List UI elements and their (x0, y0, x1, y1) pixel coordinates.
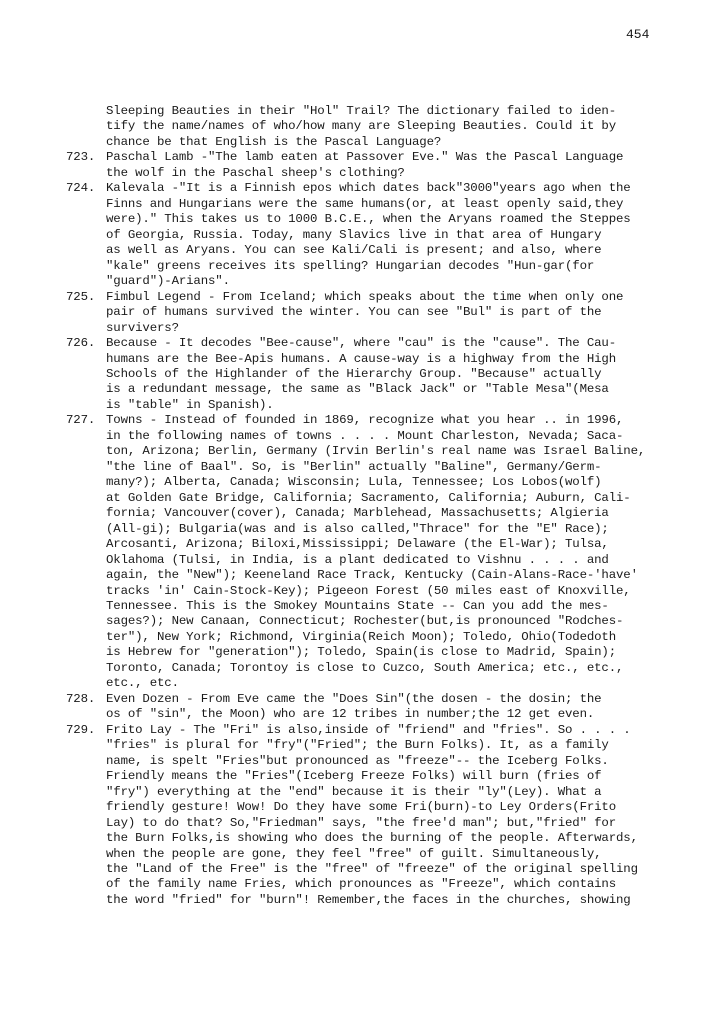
entry-number: 725. (66, 289, 96, 304)
text-line: as well as Aryans. You can see Kali/Cali is present; and also, where (106, 243, 602, 258)
text-line: of Georgia, Russia. Today, many Slavics live in that area of Hungary (106, 227, 602, 242)
text-line: "fries" is plural for "fry"("Fried"; the Burn Folks). It, as a family (106, 738, 609, 753)
text-line: chance be that English is the Pascal Language? (106, 134, 442, 149)
text-line: is a redundant message, the same as "Black Jack" or "Table Mesa"(Mesa (106, 382, 609, 397)
text-line: at Golden Gate Bridge, California; Sacramento, California; Auburn, Cali- (106, 490, 631, 505)
text-line: Toronto, Canada; Torontoy is close to Cuzco, South America; etc., etc., (106, 660, 624, 675)
text-line: were)." This takes us to 1000 B.C.E., when the Aryans roamed the Steppes (106, 212, 631, 227)
text-line: Arcosanti, Arizona; Biloxi,Mississippi; Delaware (the El-War); Tulsa, (106, 537, 609, 552)
text-line: of the family name Fries, which pronounces as "Freeze", which contains (106, 877, 616, 892)
text-line: name, is spelt "Fries"but pronounced as "freeze"-- the Iceberg Folks. (106, 753, 609, 768)
text-line: the Burn Folks,is showing who does the burning of the people. Afterwards, (106, 831, 638, 846)
entry-724 (66, 181, 666, 289)
text-line: Even Dozen - From Eve came the "Does Sin"(the dosen - the dosin; the (106, 691, 602, 706)
entry-number: 729. (66, 722, 96, 737)
text-line: many?); Alberta, Canada; Wisconsin; Lula, Tennessee; Los Lobos(wolf) (106, 475, 602, 490)
entry-number: 728. (66, 691, 96, 706)
text-line: ter"), New York; Richmond, Virginia(Reich Moon); Toledo, Ohio(Todedoth (106, 629, 616, 644)
text-line: Towns - Instead of founded in 1869, recognize what you hear .. in 1996, (106, 413, 624, 428)
text-line: again, the "New"); Keeneland Race Track, Kentucky (Cain-Alans-Race-'have' (106, 568, 638, 583)
text-line: is Hebrew for "generation"); Toledo, Spain(is close to Madrid, Spain); (106, 645, 616, 660)
text-line: pair of humans survived the winter. You can see "Bul" is part of the (106, 305, 602, 320)
text-line: "kale" greens receives its spelling? Hungarian decodes "Hun-gar(for (106, 258, 595, 273)
text-line: Paschal Lamb -"The lamb eaten at Passover Eve." Was the Pascal Language (106, 150, 624, 165)
text-line: "fry") everything at the "end" because it is their "ly"(Ley). What a (106, 784, 602, 799)
text-line: when the people are gone, they feel "free" of guilt. Simultaneously, (106, 846, 602, 861)
text-line: Frito Lay - The "Fri" is also,inside of "friend" and "fries". So . . . . (106, 722, 631, 737)
text-line: (All-gi); Bulgaria(was and is also called,"Thrace" for the "E" Race); (106, 521, 609, 536)
entry-729 (66, 723, 666, 909)
text-line: "the line of Baal". So, is "Berlin" actually "Baline", Germany/Germ- (106, 459, 602, 474)
text-line: Fimbul Legend - From Iceland; which speaks about the time when only one (106, 289, 624, 304)
text-line: Sleeping Beauties in their "Hol" Trail? The dictionary failed to iden- (106, 104, 616, 118)
page-number: 454 (626, 27, 650, 42)
text-line: in the following names of towns . . . . Mount Charleston, Nevada; Saca- (106, 428, 624, 443)
text-line: "guard")-Arians". (106, 274, 230, 289)
text-line: Kalevala -"It is a Finnish epos which dates back"3000"years ago when the (106, 181, 631, 196)
text-line: humans are the Bee-Apis humans. A cause-way is a highway from the High (106, 351, 616, 366)
entry-number: 723. (66, 150, 96, 165)
text-line: Friendly means the "Fries"(Iceberg Freeze Folks) will burn (fries of (106, 769, 602, 784)
text-line: Tennessee. This is the Smokey Mountains State -- Can you add the mes- (106, 599, 609, 613)
text-line: Oklahoma (Tulsi, in India, is a plant dedicated to Vishnu . . . . and (106, 552, 609, 567)
entry-723 (66, 150, 666, 181)
text-line: Finns and Hungarians were the same humans(or, at least openly said,they (106, 196, 624, 211)
text-line: the word "fried" for "burn"! Remember,the faces in the churches, showing (106, 892, 631, 907)
text-line: os of "sin", the Moon) who are 12 tribes in number;the 12 get even. (106, 707, 595, 722)
text-line: Lay) to do that? So,"Friedman" says, "the free'd man"; but,"fried" for (106, 815, 616, 830)
text-line: friendly gesture! Wow! Do they have some Fri(burn)-to Ley Orders(Frito (106, 800, 616, 815)
text-line: survivers? (106, 320, 179, 335)
text-line: sages?); New Canaan, Connecticut; Rochester(but,is pronounced "Rodches- (106, 614, 624, 629)
text-line: ton, Arizona; Berlin, Germany (Irvin Berlin's real name was Israel Baline, (106, 444, 646, 459)
entry-727 (66, 413, 666, 691)
text-line: tracks 'in' Cain-Stock-Key); Pigeeon Forest (50 miles east of Knoxville, (106, 583, 631, 598)
text-line: Because - It decodes "Bee-cause", where "cau" is the "cause". The Cau- (106, 336, 616, 351)
entry-726 (66, 336, 666, 413)
text-line: is "table" in Spanish). (106, 397, 274, 412)
entry-725 (66, 290, 666, 336)
text-line: the wolf in the Paschal sheep's clothing? (106, 165, 405, 180)
text-line: tify the name/names of who/how many are Sleeping Beauties. Could it by (106, 119, 616, 134)
text-line: etc., etc. (106, 676, 179, 691)
entry-number: 726. (66, 336, 96, 351)
text-line: fornia; Vancouver(cover), Canada; Marblehead, Massachusetts; Algieria (106, 506, 609, 521)
text-line: Schools of the Highlander of the Hierarchy Group. "Because" actually (106, 366, 602, 381)
entry-continued (66, 104, 666, 150)
entry-number: 724. (66, 181, 96, 196)
text-line: the "Land of the Free" is the "free" of "freeze" of the original spelling (106, 861, 638, 876)
document-body (66, 104, 666, 908)
entry-728 (66, 692, 666, 723)
entry-number: 727. (66, 413, 96, 428)
